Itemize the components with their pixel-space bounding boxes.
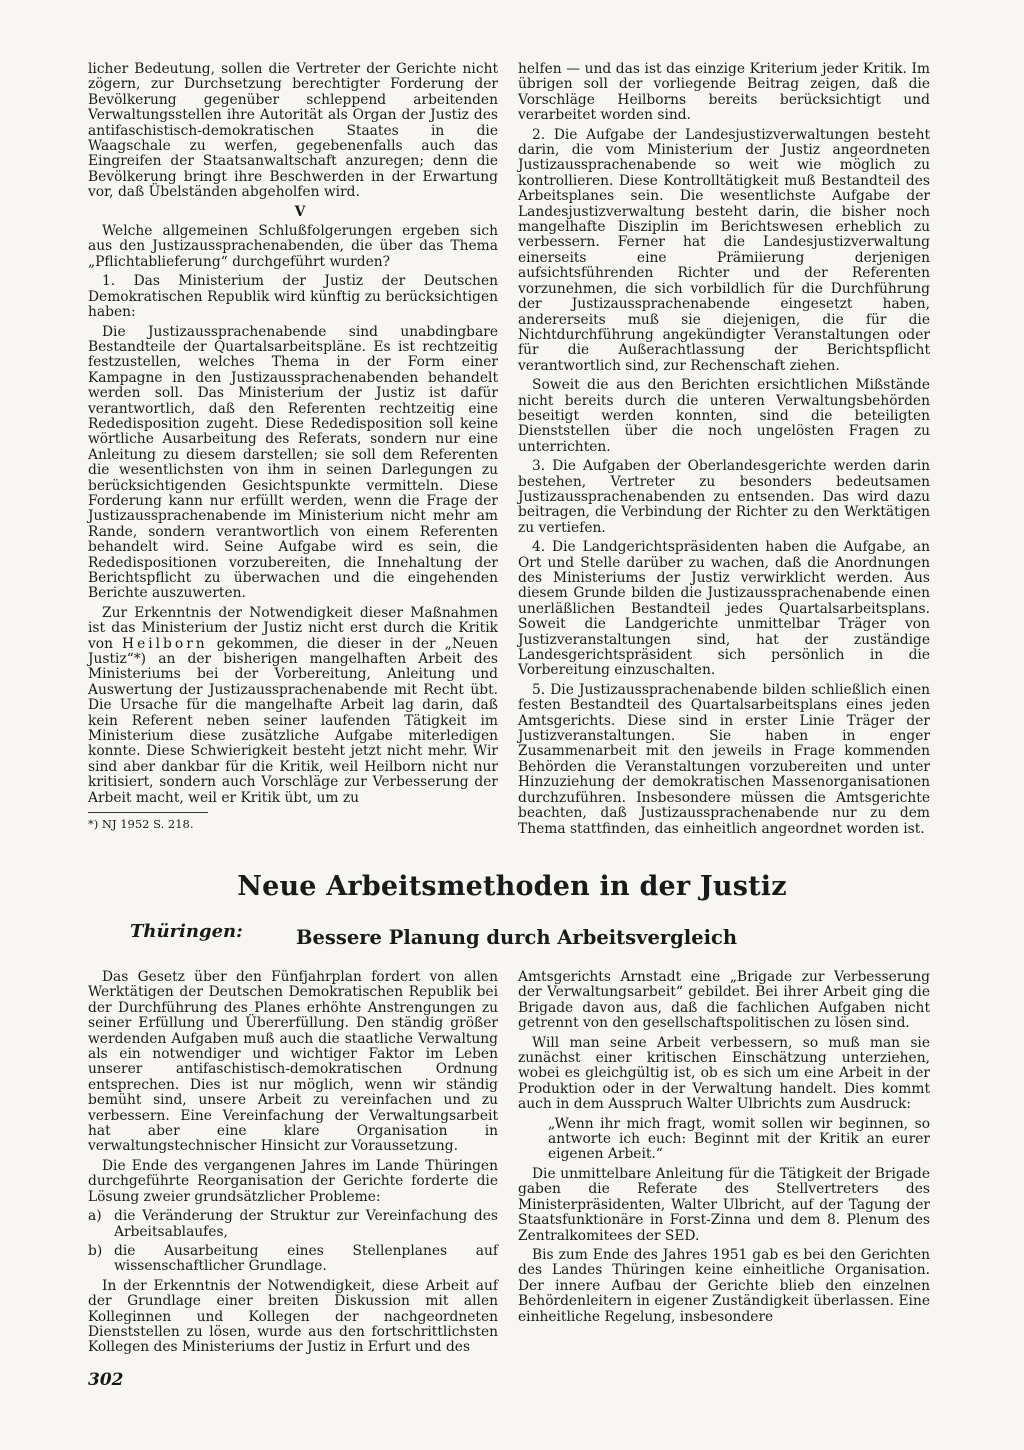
paragraph: 5. Die Justizaussprachenabende bilden schließlich einen festen Bestandteil des Quartalsarbeitsplans eines jeden Amtsgerichts. Diese sind in erster Linie Träger der Justizveranstaltungen. Sie haben in enger Zusammenarbeit mit den jeweils in Frage kommenden Behörden die Veranstaltungen vorzubereiten und unter Hinzuziehung der demokratischen Massenorganisationen durchzuführen. Insbesondere müssen die Amtsgerichte beachten, daß Justizaussprachenabende nur zu dem Thema stattfinden, das einheitlich angeordnet worden ist. [518, 681, 930, 837]
bottom-right-column [518, 970, 930, 1329]
paragraph: Die Ende des vergangenen Jahres im Lande Thüringen durchgeführte Reorganisation der Gerichte forderte die Lösung zweier grundsätzlicher Probleme: [88, 1157, 498, 1205]
list-text: die Veränderung der Struktur zur Vereinfachung des Arbeitsablaufes, [114, 1208, 498, 1240]
paragraph: 3. Die Aufgaben der Oberlandesgerichte werden darin bestehen, Vertreter zu besonders bedeutsamen Justizaussprachenabenden zu entsenden. Das wird dazu beitragen, die Verbindung der Richter zu den Werktätigen zu vertiefen. [518, 458, 930, 536]
paragraph: Welche allgemeinen Schlußfolgerungen ergeben sich aus den Justizaussprachenabenden, die über das Thema „Pflichtablieferung“ durchgeführt wurden? [88, 223, 498, 270]
paragraph: licher Bedeutung, sollen die Vertreter der Gerichte nicht zögern, zur Durchsetzung berechtigter Forderung der Bevölkerung gegenüber schleppend arbeitenden Verwaltungsstellen ihre Autorität als Organ der Justiz des antifaschistisch-demokratischen Staates in die Waagschale zu werfen, gegebenenfalls auch das Eingreifen der Staatsanwaltschaft anzuregen; denn die Bevölkerung bringt ihre Beschwerden in der Erwartung vor, daß Übelständen abgeholfen wird. [88, 61, 498, 201]
quotation: „Wenn ihr mich fragt, womit sollen wir beginnen, so antworte ich euch: Beginnt mit der Kritik an eurer eigenen Arbeit.“ [548, 1115, 930, 1163]
paragraph: In der Erkenntnis der Notwendigkeit, diese Arbeit auf der Grundlage einer breiten Diskussion mit allen Kolleginnen und Kollegen der nachgeordneten Dienststellen zu lösen, wurde aus den fortschrittlichsten Kollegen des Ministeriums der Justiz in Erfurt und des [88, 1277, 498, 1356]
section-number: V [294, 203, 306, 220]
list-marker: a) [88, 1208, 102, 1225]
paragraph [88, 606, 498, 806]
paragraph: Die unmittelbare Anleitung für die Tätigkeit der Brigade gaben die Referate des Stellvertreters des Ministerpräsidenten, Walter Ulbricht, auf der Tagung der Staatsfunktionäre in Forst-Zinna und dem 8. Plenum des Zentralkomitees der SED. [518, 1165, 930, 1244]
list-marker: b) [88, 1242, 103, 1259]
bottom-left-column [88, 970, 498, 1360]
paragraph: 1. Das Ministerium der Justiz der Deutschen Demokratischen Republik wird künftig zu berücksichtigen haben: [88, 273, 498, 321]
paragraph: helfen — und das ist das einzige Kriterium jeder Kritik. Im übrigen soll der vorliegende Beitrag zeigen, daß die Vorschläge Heilborns bereits berücksichtigt und verarbeitet worden sind. [518, 61, 930, 124]
article-headline: Neue Arbeitsmethoden in der Justiz [237, 871, 787, 902]
paragraph: 4. Die Landgerichtspräsidenten haben die Aufgabe, an Ort und Stelle darüber zu wachen, daß die Anordnungen des Ministeriums der Justiz verwirklicht werden. Aus diesem Grunde bilden die Justizaussprachenabende einen unerläßlichen Bestandteil jedes Quartalsarbeitsplans. Soweit die Landgerichte unmittelbar Träger von Justizveranstaltungen sind, hat der zuständige Landesgerichtspräsident sich persönlich in die Vorbereitung einzuschalten. [518, 539, 930, 679]
region-label: Thüringen: [130, 921, 243, 942]
paragraph: Soweit die aus den Berichten ersichtlichen Mißstände nicht bereits durch die unteren Verwaltungsbehörden beseitigt werden konnten, sind die beteiligten Dienststellen über die noch ungelösten Fragen zu unterrichten. [518, 377, 930, 455]
text-span: Zur Erkenntnis der Notwendigkeit dieser Maßnahmen ist das Ministerium der Justiz nicht erst durch die Kritik von [88, 604, 498, 652]
paragraph: 2. Die Aufgabe der Landesjustizverwaltungen besteht darin, die vom Ministerium der Justiz angeordneten Justizaussprachenabende so weit wie möglich zu kontrollieren. Diese Kontrolltätigkeit muß Bestandteil des Arbeitsplanes sein. Die wesentlichste Aufgabe der Landesjustizverwaltung besteht darin, die bisher noch mangelhafte Disziplin im Berichtswesen erheblich zu verbessern. Ferner hat die Landesjustizverwaltung einerseits eine Prämiierung derjenigen aufsichtsführenden Richter und der Referenten vorzunehmen, die sich vorbildlich für die Durchführung der Justizaussprachenabende eingesetzt haben, andererseits muß sie diejenigen, die für die Nichtdurchführung angekündigter Veranstaltungen oder für die Außerachtlassung der Berichtspflicht verantwortlich sind, zur Rechenschaft ziehen. [518, 126, 930, 374]
paragraph: Will man seine Arbeit verbessern, so muß man sie zunächst einer kritischen Einschätzung unterziehen, wobei es gleichgültig ist, ob es sich um eine Arbeit in der Produktion oder in der Verwaltung handelt. Dies kommt auch in dem Ausspruch Walter Ulbrichts zum Ausdruck: [518, 1034, 930, 1113]
top-left-column [88, 62, 498, 837]
paragraph: Die Justizaussprachenabende sind unabdingbare Bestandteile der Quartalsarbeitspläne. Es ist rechtzeitig festzustellen, welches Thema in der Form einer Kampagne in den Justizaussprachenabenden behandelt werden soll. Das Ministerium der Justiz ist dafür verantwortlich, daß den Referenten rechtzeitig eine Rededisposition zugeht. Diese Rededisposition soll keine wörtliche Ausarbeitung des Referats, sondern nur eine Anleitung zu diesem darstellen; sie soll dem Referenten die wesentlichsten von ihm in seinen Darlegungen zu berücksichtigenden Gesichtspunkte vermitteln. Diese Forderung kann nur erfüllt werden, wenn die Frage der Justizaussprachenabende im Ministerium nicht mehr am Rande, sondern verantwortlich von einem Referenten behandelt wird. Seine Aufgabe wird es sein, die Rededispositionen vorzubereiten, die Innehaltung der Berichtspflicht zu überwachen und die eingehenden Berichte auszuwerten. [88, 323, 498, 602]
list-item [88, 1244, 498, 1275]
footnote-rule [88, 812, 208, 813]
page-number: 302 [88, 1370, 124, 1390]
top-right-column [518, 62, 930, 841]
article-subheadline: Bessere Planung durch Arbeitsvergleich [296, 926, 738, 949]
text-span: gekommen, die dieser in der „Neuen Justiz“*) an der bisherigen mangelhaften Arbeit des Ministeriums bei der Vorbereitung, Anleitung und Auswertung der Justizaussprachenabende mit Recht übt. Die Ursache für die mangelhafte Arbeit lag darin, daß kein Referent neben seiner laufenden Tätigkeit im Ministerium diese zusätzliche Aufgabe miterledigen konnte. Diese Schwierigkeit besteht jetzt nicht mehr. Wir sind aber dankbar für die Kritik, weil Heilborn nicht nur kritisiert, sondern auch Vorschläge zur Verbesserung der Arbeit macht, weil er Kritik übt, um zu [88, 635, 498, 806]
list-text: die Ausarbeitung eines Stellenplanes auf wissenschaftlicher Grundlage. [114, 1242, 498, 1275]
paragraph: Das Gesetz über den Fünfjahrplan fordert von allen Werktätigen der Deutschen Demokratischen Republik bei der Durchführung des Planes erhöhte Anstrengungen zu seiner Erfüllung und Übererfüllung. Den ständig größer werdenden Aufgaben muß auch die staatliche Verwaltung als ein notwendiger und wichtiger Faktor im Leben unserer antifaschistisch-demokratischen Ordnung entsprechen. Dies ist nur möglich, wenn wir ständig bemüht sind, unsere Arbeit zu vereinfachen und zu verbessern. Eine Vereinfachung der Verwaltungsarbeit hat aber eine klare Organisation in verwaltungstechnischer Hinsicht zur Voraussetzung. [88, 969, 498, 1155]
paragraph: Bis zum Ende des Jahres 1951 gab es bei den Gerichten des Landes Thüringen keine einheitliche Organisation. Der innere Aufbau der Gerichte blieb den einzelnen Behördenleitern in eigener Zuständigkeit überlassen. Eine einheitliche Regelung, insbesondere [518, 1246, 930, 1325]
paragraph: Amtsgerichts Arnstadt eine „Brigade zur Verbesserung der Verwaltungsarbeit“ gebildet. Bei ihrer Arbeit ging die Brigade davon aus, daß die fachlichen Aufgaben nicht getrennt von den gesellschaftspolitischen zu lösen sind. [518, 969, 930, 1032]
list-item [88, 1209, 498, 1240]
footnote: *) NJ 1952 S. 218. [88, 817, 194, 832]
author-name: Heilborn [122, 635, 208, 652]
